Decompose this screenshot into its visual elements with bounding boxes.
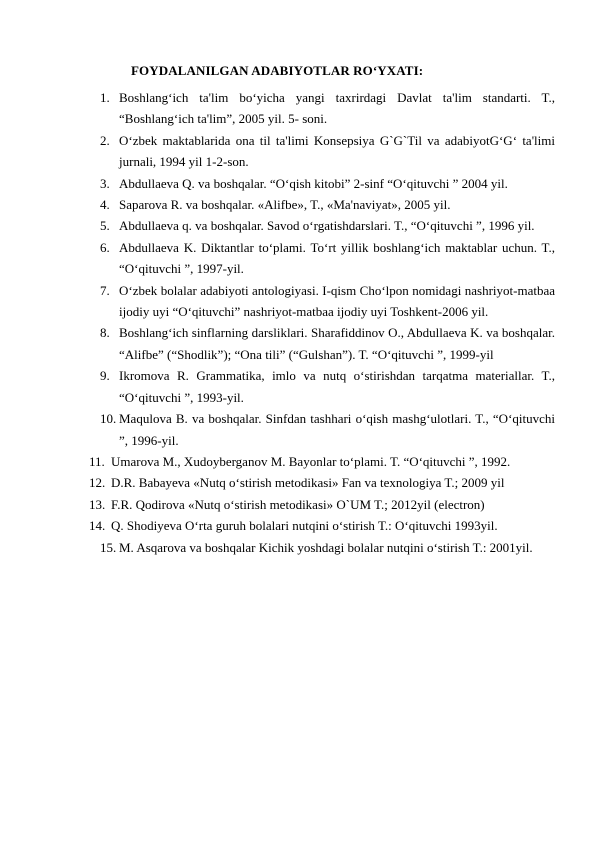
item-text: O‘zbek maktablarida ona til ta'limi Konsepsiya G`G`Til va adabiyotG‘G‘ ta'limi jurnali, 1994 yil 1-2-son. <box>119 132 555 170</box>
list-item <box>100 365 555 408</box>
item-text: D.R. Babayeva «Nutq o‘stirish metodikasi» Fan va texnologiya T.; 2009 yil <box>111 475 505 491</box>
item-text: Abdullaeva q. va boshqalar. Savod o‘rgatishdarslari. T., “O‘qituvchi ”, 1996 yil. <box>119 218 535 234</box>
list-item <box>100 237 555 280</box>
list-item <box>100 130 555 173</box>
list-item <box>100 280 555 323</box>
page-title: FOYDALANILGAN ADABIYOTLAR RO‘YXATI: <box>131 63 424 78</box>
item-number: 4. <box>100 197 110 213</box>
item-number: 8. <box>100 325 110 341</box>
item-text: F.R. Qodirova «Nutq o‘stirish metodikasi» O`UM T.; 2012yil (electron) <box>111 496 485 512</box>
item-number: 15. <box>100 539 117 555</box>
list-item <box>89 494 555 515</box>
item-text: Abdullaeva Q. va boshqalar. “O‘qish kitobi” 2-sinf “O‘qituvchi ” 2004 yil. <box>119 175 508 191</box>
item-text: Q. Shodiyeva O‘rta guruh bolalari nutqini o‘stirish T.: O‘qituvchi 1993yil. <box>111 518 498 534</box>
item-number: 3. <box>100 175 110 191</box>
item-number: 10. <box>100 411 117 427</box>
list-item <box>89 515 555 536</box>
list-item <box>89 472 555 493</box>
list-item <box>100 87 555 130</box>
item-text: M. Asqarova va boshqalar Kichik yoshdagi bolalar nutqini o‘stirish T.: 2001yil. <box>119 539 533 555</box>
item-number: 9. <box>100 368 110 384</box>
item-number: 13. <box>89 496 106 512</box>
item-number: 7. <box>100 282 110 298</box>
item-number: 14. <box>89 518 106 534</box>
item-text: Ikromova R. Grammatika, imlo va nutq o‘stirishdan tarqatma materiallar. T., “O‘qituvchi ”, 1993-yil. <box>119 368 555 405</box>
item-text: Umarova M., Xudoyberganov M. Bayonlar to‘plami. T. “O‘qituvchi ”, 1992. <box>111 453 511 469</box>
item-text: Boshlang‘ich ta'lim bo‘yicha yangi taxrirdagi Davlat ta'lim standarti. T., “Boshlang‘ich ta'lim”, 2005 yil. 5- soni. <box>119 90 555 127</box>
item-number: 11. <box>89 453 105 469</box>
list-item <box>100 194 555 215</box>
item-number: 5. <box>100 218 110 234</box>
item-text: Boshlang‘ich sinflarning darsliklari. Sharafiddinov O., Abdullaeva K. va boshqalar. “Alifbe” (“Shodlik”); “Ona tili” (“Gulshan”). T. “O‘qituvchi ”, 1999-yil <box>119 325 555 362</box>
item-text: O‘zbek bolalar adabiyoti antologiyasi. I-qism Cho‘lpon nomidagi nashriyot-matbaa ijodiy uyi “O‘qituvchi” nashriyot-matbaa ijodiy uyi Toshkent-2006 yil. <box>119 282 555 320</box>
list-item <box>100 322 555 365</box>
item-number: 2. <box>100 132 110 148</box>
list-item <box>100 408 555 451</box>
list-item <box>89 451 555 472</box>
item-text: Saparova R. va boshqalar. «Alifbe», T., «Ma'naviyat», 2005 yil. <box>119 197 451 213</box>
item-number: 6. <box>100 239 110 255</box>
list-item <box>100 215 555 236</box>
item-number: 12. <box>89 475 106 491</box>
item-number: 1. <box>100 90 110 105</box>
reference-list <box>89 87 555 558</box>
list-item <box>100 173 555 194</box>
item-text: Maqulova B. va boshqalar. Sinfdan tashhari o‘qish mashg‘ulotlari. T., “O‘qituvchi ”, 1996-yil. <box>119 411 555 448</box>
list-item <box>100 537 555 558</box>
item-text: Abdullaeva K. Diktantlar to‘plami. To‘rt yillik boshlang‘ich maktablar uchun. T., “O‘qituvchi ”, 1997-yil. <box>119 239 555 277</box>
